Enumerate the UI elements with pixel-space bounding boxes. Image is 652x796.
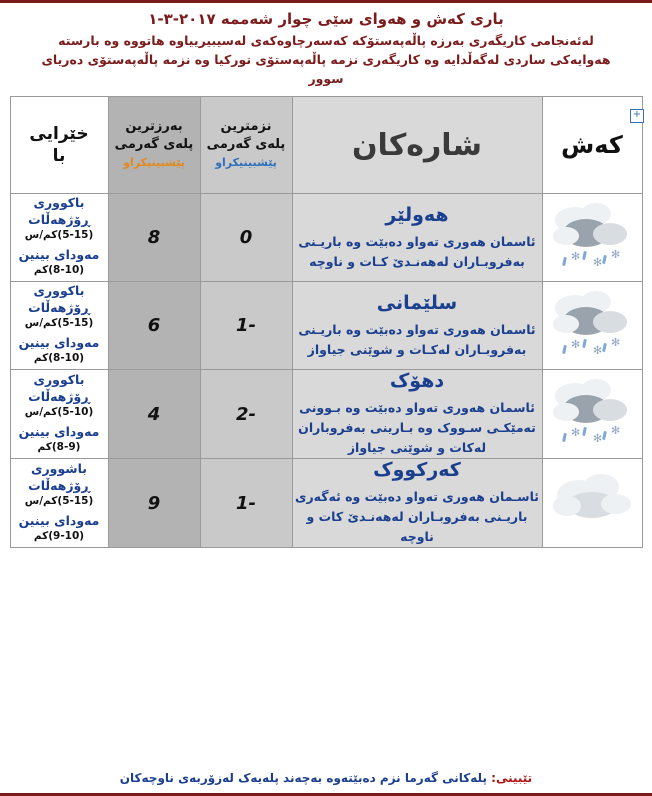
wind-speed: (5-15)کم/س — [24, 229, 94, 241]
city-name: هەولێر — [385, 203, 449, 226]
weather-icon-cell — [542, 282, 642, 370]
header-subtitle-line-3: سوور — [308, 71, 344, 86]
city-cell — [292, 370, 542, 459]
weather-icon-cell — [542, 459, 642, 548]
column-header-cities — [292, 97, 542, 194]
visibility-value: (9-10)کم — [33, 529, 85, 542]
column-header-min-temp — [200, 97, 292, 194]
snow-rain-cloud-icon: ✻ ✻ ✻ — [549, 289, 635, 363]
min-temp-value: -2 — [200, 370, 292, 459]
footer-text: پلەکانی گەرما نزم دەبێتەوە بەچەند پلەیەک لەزۆربەی ناوچەکان — [119, 771, 487, 785]
page-title: باری کەش و هەوای سێی چوار شەممە ٢٠١٧-٣-١ — [148, 10, 504, 28]
city-description: ئاسـمان هەوری تەواو دەبێت وە ئەگەری باریـنی بەفروبـاران لەهەنـدێ کات و ناوچە — [295, 489, 539, 544]
header-subtitle-line-2: هەوایەکی ساردی لەگەڵدایە وە کاریگەری نزمە پاڵەپەستۆی تورکیا وە نزمە پاڵەپەستۆی دەریای — [41, 52, 611, 67]
footer-note — [0, 771, 652, 785]
city-name: سلێمانی — [376, 291, 458, 314]
wind-cell — [10, 459, 108, 548]
max-temp-note: پێشبینیکراو — [123, 156, 185, 169]
column-header-max-temp — [108, 97, 200, 194]
visibility-label: مەودای بینین — [18, 512, 100, 528]
wind-speed: (5-10)کم/س — [24, 405, 94, 418]
max-temp-line-2: پلەی گەرمی — [114, 137, 194, 152]
visibility-value: (8-10)کم — [33, 352, 85, 364]
city-cell — [292, 282, 542, 370]
expand-plus-icon[interactable]: + — [630, 109, 644, 123]
weather-table — [10, 96, 643, 548]
wind-direction: باکووری ڕۆژهەڵات — [28, 283, 90, 315]
max-temp-value: 4 — [108, 370, 200, 459]
footer-label: تێبینی: — [491, 771, 533, 785]
wind-direction: باشووری ڕۆژهەڵات — [28, 460, 90, 493]
city-name: دهۆک — [389, 370, 445, 392]
wind-direction: باکووری ڕۆژهەڵات — [28, 371, 90, 404]
visibility-label: مەودای بینین — [18, 423, 100, 439]
city-cell — [292, 194, 542, 282]
snow-rain-cloud-icon: ✻ ✻ ✻ — [549, 377, 635, 451]
wind-speed: (5-15)کم/س — [24, 494, 94, 507]
wind-header-line-2: با — [52, 146, 66, 166]
min-temp-note: پێشبینیکراو — [215, 156, 277, 169]
weather-icon-cell — [542, 370, 642, 459]
wind-cell — [10, 282, 108, 370]
column-header-weather — [542, 97, 642, 194]
min-temp-value: 0 — [200, 194, 292, 282]
table-header-row — [10, 97, 642, 194]
max-temp-value: 6 — [108, 282, 200, 370]
city-description: ئاسمان هەوری تەواو دەبێت وە بـوونی تەمێکـی سـووک وە بـارینی بەفروباران لەکات و شوێنی جیاواز — [298, 400, 536, 455]
min-temp-line-1: نزمترین — [220, 119, 272, 134]
visibility-label: مەودای بینین — [18, 247, 100, 262]
visibility-label: مەودای بینین — [18, 335, 100, 350]
max-temp-line-1: بەرزترین — [125, 119, 183, 134]
visibility-value: (8-9)کم — [37, 440, 81, 453]
column-header-cities-label: شارەکان — [351, 127, 483, 163]
table-row — [10, 194, 642, 282]
report-header — [0, 3, 652, 92]
city-name: کەرکووک — [373, 459, 461, 481]
table-row — [10, 282, 642, 370]
column-header-wind — [10, 97, 108, 194]
max-temp-value: 9 — [108, 459, 200, 548]
wind-direction: باکووری ڕۆژهەڵات — [28, 195, 90, 227]
min-temp-value: -1 — [200, 459, 292, 548]
header-subtitle-line-1: لەئەنجامی کاریگەری بەرزە پاڵەپەستۆکە کەسەرچاوەکەی لەسیبیرییاوە هاتووە وە بارستە — [58, 33, 594, 48]
max-temp-value: 8 — [108, 194, 200, 282]
wind-speed: (5-15)کم/س — [24, 317, 94, 329]
weather-icon-cell — [542, 194, 642, 282]
column-header-weather-label: کەش — [561, 131, 623, 159]
wind-header-line-1: خێرایی — [29, 124, 89, 144]
min-temp-value: -1 — [200, 282, 292, 370]
cloud-only-icon — [549, 466, 635, 540]
table-row — [10, 370, 642, 459]
min-temp-line-2: پلەی گەرمی — [206, 137, 286, 152]
city-cell — [292, 459, 542, 548]
wind-cell — [10, 370, 108, 459]
city-description: ئاسمان هەوری تەواو دەبێت وە باریـنی بەفروبـاران لەهەنـدێ کـات و ناوچە — [298, 233, 536, 269]
visibility-value: (8-10)کم — [33, 264, 85, 276]
city-description: ئاسمان هەوری تەواو دەبێت وە باریـنی بەفروبـاران لەکـات و شوێنی جیاواز — [298, 321, 536, 357]
snow-rain-cloud-icon: ✻ ✻ ✻ — [549, 201, 635, 275]
wind-cell — [10, 194, 108, 282]
table-row — [10, 459, 642, 548]
